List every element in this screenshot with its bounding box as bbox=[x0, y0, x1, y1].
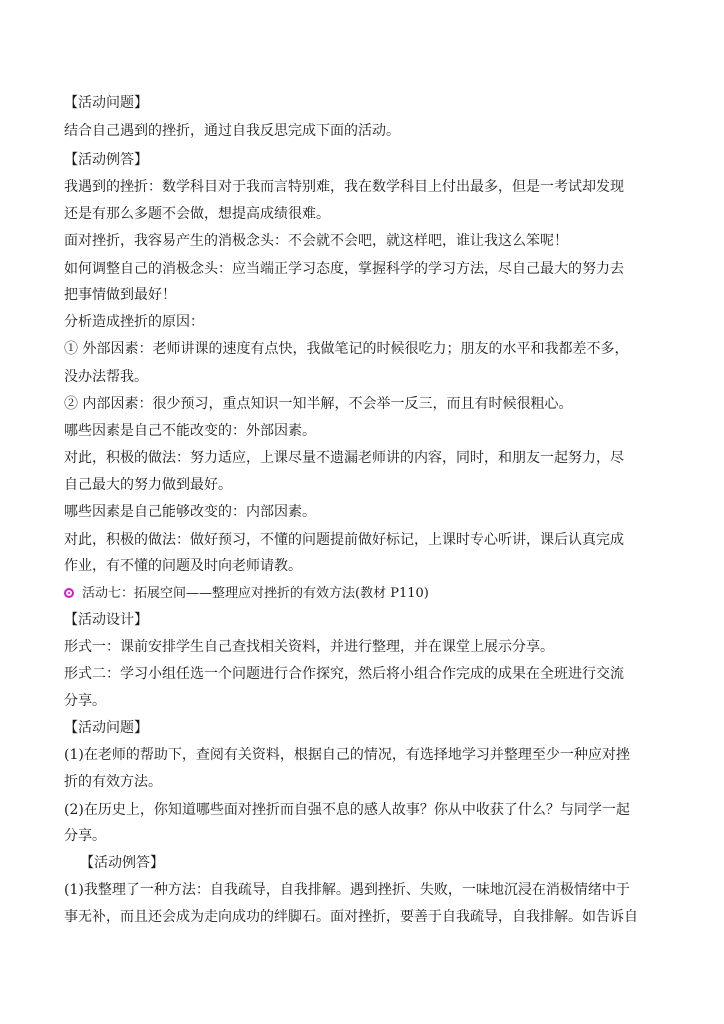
paragraph-line: 分享。 bbox=[64, 693, 106, 709]
paragraph-line: 把事情做到最好！ bbox=[64, 287, 176, 303]
paragraph-line: 对此，积极的做法：做好预习，不懂的问题提前做好标记，上课时专心听讲，课后认真完成 bbox=[64, 532, 624, 548]
paragraph-line: 面对挫折，我容易产生的消极念头：不会就不会吧，就这样吧，谁让我这么笨呢！ bbox=[64, 233, 568, 249]
paragraph-line: 如何调整自己的消极念头：应当端正学习态度，掌握科学的学习方法，尽自己最大的努力去 bbox=[64, 261, 624, 277]
paragraph-line: (2)在历史上，你知道哪些面对挫折而自强不息的感人故事？你从中收获了什么？与同学一起 bbox=[64, 802, 630, 818]
paragraph-line: 哪些因素是自己能够改变的：内部因素。 bbox=[64, 504, 316, 520]
section-heading-activity-answer: 【活动例答】 bbox=[64, 152, 148, 168]
paragraph-line: 形式二：学习小组任选一个问题进行合作探究，然后将小组合作完成的成果在全班进行交流 bbox=[64, 666, 624, 682]
paragraph-line: 哪些因素是自己不能改变的：外部因素。 bbox=[64, 423, 316, 439]
paragraph-line: 结合自己遇到的挫折，通过自我反思完成下面的活动。 bbox=[64, 123, 400, 139]
paragraph-line: 分享。 bbox=[64, 828, 106, 844]
paragraph-line: 形式一：课前安排学生自己查找相关资料，并进行整理，并在课堂上展示分享。 bbox=[64, 639, 554, 655]
paragraph-line: (1)在老师的帮助下，查阅有关资料，根据自己的情况，有选择地学习并整理至少一种应对挫 bbox=[64, 747, 630, 763]
paragraph-line: 事无补，而且还会成为走向成功的绊脚石。面对挫折，要善于自我疏导，自我排解。如告诉自 bbox=[64, 909, 638, 925]
paragraph-line: 作业，有不懂的问题及时向老师请教。 bbox=[64, 558, 302, 574]
target-circle-icon bbox=[64, 588, 74, 598]
section-heading-activity-design: 【活动设计】 bbox=[64, 612, 148, 628]
paragraph-line: 分析造成挫折的原因： bbox=[64, 314, 204, 330]
paragraph-line: 折的有效方法。 bbox=[64, 774, 162, 790]
paragraph-line: ① 外部因素：老师讲课的速度有点快，我做笔记的时候很吃力；朋友的水平和我都差不多， bbox=[64, 341, 629, 357]
section-heading-activity-question: 【活动问题】 bbox=[64, 95, 148, 111]
activity-seven-heading bbox=[64, 584, 664, 603]
paragraph-line: (1)我整理了一种方法：自我疏导，自我排解。遇到挫折、失败，一味地沉浸在消极情绪中于 bbox=[64, 882, 630, 898]
paragraph-line: 没办法帮我。 bbox=[64, 369, 148, 385]
paragraph-line: 对此，积极的做法：努力适应，上课尽量不遗漏老师讲的内容，同时，和朋友一起努力，尽 bbox=[64, 450, 624, 466]
section-heading-activity-question: 【活动问题】 bbox=[64, 720, 148, 736]
section-heading-activity-answer: 【活动例答】 bbox=[80, 855, 164, 871]
paragraph-line: ② 内部因素：很少预习，重点知识一知半解，不会举一反三，而且有时候很粗心。 bbox=[64, 396, 573, 412]
paragraph-line: 还是有那么多题不会做，想提高成绩很难。 bbox=[64, 206, 330, 222]
paragraph-line: 自己最大的努力做到最好。 bbox=[64, 477, 232, 493]
activity-seven-title: 活动七：拓展空间——整理应对挫折的有效方法(教材 P110) bbox=[82, 586, 429, 601]
paragraph-line: 我遇到的挫折：数学科目对于我而言特别难，我在数学科目上付出最多，但是一考试却发现 bbox=[64, 179, 624, 195]
